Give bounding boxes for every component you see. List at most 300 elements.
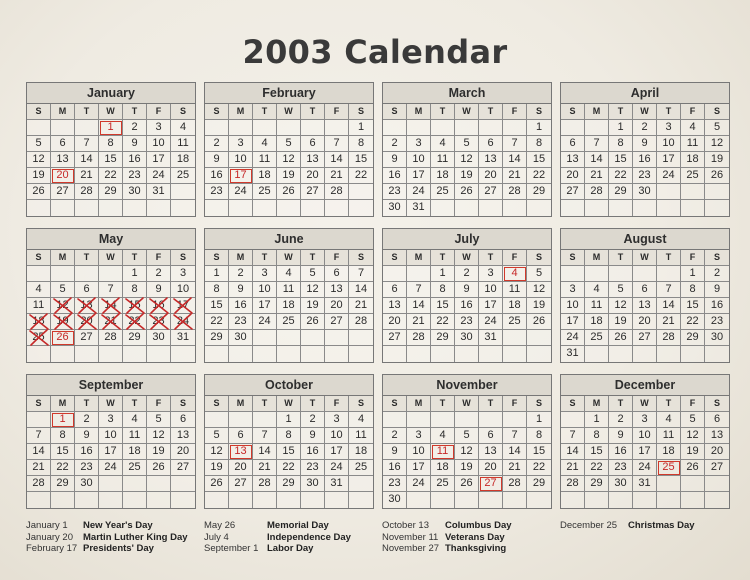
day-cell[interactable]: 28: [585, 184, 609, 200]
day-cell[interactable]: 21: [407, 314, 431, 330]
day-cell[interactable]: 13: [51, 152, 75, 168]
day-cell[interactable]: 2: [123, 120, 147, 136]
day-cell[interactable]: 24: [253, 314, 277, 330]
day-cell[interactable]: 14: [253, 444, 277, 460]
day-cell[interactable]: 24: [325, 460, 349, 476]
day-cell[interactable]: 8: [205, 282, 229, 298]
day-cell[interactable]: 7: [253, 428, 277, 444]
day-cell[interactable]: 9: [383, 444, 407, 460]
day-cell[interactable]: 4: [253, 136, 277, 152]
day-cell[interactable]: 17: [325, 444, 349, 460]
day-cell[interactable]: 18: [431, 460, 455, 476]
holiday-day-cell[interactable]: 26: [51, 330, 75, 346]
crossed-out-day-cell[interactable]: 17: [171, 298, 195, 314]
holiday-day-cell[interactable]: 4: [503, 266, 527, 282]
day-cell[interactable]: 12: [527, 282, 551, 298]
day-cell[interactable]: 1: [681, 266, 705, 282]
day-cell[interactable]: 9: [633, 136, 657, 152]
day-cell[interactable]: 30: [383, 492, 407, 508]
day-cell[interactable]: 15: [99, 152, 123, 168]
day-cell[interactable]: 21: [657, 314, 681, 330]
day-cell[interactable]: 8: [51, 428, 75, 444]
day-cell[interactable]: 13: [325, 282, 349, 298]
day-cell[interactable]: 26: [205, 476, 229, 492]
day-cell[interactable]: 10: [657, 136, 681, 152]
day-cell[interactable]: 17: [147, 152, 171, 168]
day-cell[interactable]: 1: [527, 120, 551, 136]
day-cell[interactable]: 8: [609, 136, 633, 152]
day-cell[interactable]: 21: [503, 460, 527, 476]
day-cell[interactable]: 15: [205, 298, 229, 314]
day-cell[interactable]: 7: [99, 282, 123, 298]
day-cell[interactable]: 30: [229, 330, 253, 346]
day-cell[interactable]: 9: [205, 152, 229, 168]
day-cell[interactable]: 21: [585, 168, 609, 184]
day-cell[interactable]: 13: [383, 298, 407, 314]
day-cell[interactable]: 9: [123, 136, 147, 152]
day-cell[interactable]: 4: [585, 282, 609, 298]
day-cell[interactable]: 30: [123, 184, 147, 200]
day-cell[interactable]: 13: [479, 444, 503, 460]
day-cell[interactable]: 27: [383, 330, 407, 346]
day-cell[interactable]: 9: [301, 428, 325, 444]
day-cell[interactable]: 25: [277, 314, 301, 330]
day-cell[interactable]: 25: [431, 184, 455, 200]
day-cell[interactable]: 5: [681, 412, 705, 428]
day-cell[interactable]: 26: [609, 330, 633, 346]
day-cell[interactable]: 28: [503, 184, 527, 200]
day-cell[interactable]: 29: [609, 184, 633, 200]
day-cell[interactable]: 27: [301, 184, 325, 200]
crossed-out-day-cell[interactable]: 15: [123, 298, 147, 314]
day-cell[interactable]: 28: [349, 314, 373, 330]
day-cell[interactable]: 2: [301, 412, 325, 428]
day-cell[interactable]: 8: [99, 136, 123, 152]
day-cell[interactable]: 23: [609, 460, 633, 476]
day-cell[interactable]: 27: [705, 460, 729, 476]
day-cell[interactable]: 23: [123, 168, 147, 184]
day-cell[interactable]: 22: [527, 460, 551, 476]
day-cell[interactable]: 22: [349, 168, 373, 184]
day-cell[interactable]: 15: [585, 444, 609, 460]
day-cell[interactable]: 21: [75, 168, 99, 184]
day-cell[interactable]: 3: [253, 266, 277, 282]
crossed-out-day-cell[interactable]: 13: [75, 298, 99, 314]
day-cell[interactable]: 8: [431, 282, 455, 298]
day-cell[interactable]: 18: [277, 298, 301, 314]
day-cell[interactable]: 6: [325, 266, 349, 282]
day-cell[interactable]: 25: [123, 460, 147, 476]
day-cell[interactable]: 2: [205, 136, 229, 152]
day-cell[interactable]: 4: [681, 120, 705, 136]
day-cell[interactable]: 29: [527, 184, 551, 200]
day-cell[interactable]: 23: [705, 314, 729, 330]
day-cell[interactable]: 9: [455, 282, 479, 298]
day-cell[interactable]: 3: [561, 282, 585, 298]
day-cell[interactable]: 10: [633, 428, 657, 444]
day-cell[interactable]: 25: [681, 168, 705, 184]
day-cell[interactable]: 11: [171, 136, 195, 152]
day-cell[interactable]: 25: [349, 460, 373, 476]
day-cell[interactable]: 17: [407, 168, 431, 184]
day-cell[interactable]: 4: [171, 120, 195, 136]
day-cell[interactable]: 11: [431, 152, 455, 168]
day-cell[interactable]: 5: [609, 282, 633, 298]
day-cell[interactable]: 8: [681, 282, 705, 298]
day-cell[interactable]: 13: [171, 428, 195, 444]
day-cell[interactable]: 25: [171, 168, 195, 184]
day-cell[interactable]: 26: [455, 184, 479, 200]
day-cell[interactable]: 23: [205, 184, 229, 200]
day-cell[interactable]: 19: [147, 444, 171, 460]
day-cell[interactable]: 25: [431, 476, 455, 492]
day-cell[interactable]: 19: [277, 168, 301, 184]
day-cell[interactable]: 28: [27, 476, 51, 492]
day-cell[interactable]: 19: [27, 168, 51, 184]
day-cell[interactable]: 28: [75, 184, 99, 200]
day-cell[interactable]: 7: [75, 136, 99, 152]
day-cell[interactable]: 24: [561, 330, 585, 346]
day-cell[interactable]: 1: [585, 412, 609, 428]
day-cell[interactable]: 16: [75, 444, 99, 460]
day-cell[interactable]: 21: [561, 460, 585, 476]
day-cell[interactable]: 23: [383, 184, 407, 200]
crossed-out-day-cell[interactable]: 18: [27, 314, 51, 330]
day-cell[interactable]: 2: [147, 266, 171, 282]
day-cell[interactable]: 30: [147, 330, 171, 346]
day-cell[interactable]: 7: [407, 282, 431, 298]
day-cell[interactable]: 2: [705, 266, 729, 282]
day-cell[interactable]: 18: [253, 168, 277, 184]
day-cell[interactable]: 11: [277, 282, 301, 298]
day-cell[interactable]: 4: [27, 282, 51, 298]
day-cell[interactable]: 19: [455, 168, 479, 184]
day-cell[interactable]: 15: [681, 298, 705, 314]
day-cell[interactable]: 16: [455, 298, 479, 314]
day-cell[interactable]: 15: [527, 152, 551, 168]
day-cell[interactable]: 30: [301, 476, 325, 492]
day-cell[interactable]: 5: [527, 266, 551, 282]
day-cell[interactable]: 3: [325, 412, 349, 428]
crossed-out-day-cell[interactable]: 24: [171, 314, 195, 330]
day-cell[interactable]: 15: [349, 152, 373, 168]
day-cell[interactable]: 10: [407, 444, 431, 460]
day-cell[interactable]: 22: [585, 460, 609, 476]
day-cell[interactable]: 10: [407, 152, 431, 168]
day-cell[interactable]: 21: [349, 298, 373, 314]
day-cell[interactable]: 27: [171, 460, 195, 476]
day-cell[interactable]: 13: [479, 152, 503, 168]
day-cell[interactable]: 26: [681, 460, 705, 476]
day-cell[interactable]: 10: [561, 298, 585, 314]
day-cell[interactable]: 17: [633, 444, 657, 460]
day-cell[interactable]: 19: [301, 298, 325, 314]
holiday-day-cell[interactable]: 11: [431, 444, 455, 460]
day-cell[interactable]: 20: [705, 444, 729, 460]
day-cell[interactable]: 3: [229, 136, 253, 152]
day-cell[interactable]: 10: [253, 282, 277, 298]
day-cell[interactable]: 9: [383, 152, 407, 168]
day-cell[interactable]: 21: [325, 168, 349, 184]
day-cell[interactable]: 13: [301, 152, 325, 168]
day-cell[interactable]: 10: [479, 282, 503, 298]
day-cell[interactable]: 1: [277, 412, 301, 428]
day-cell[interactable]: 19: [681, 444, 705, 460]
day-cell[interactable]: 16: [205, 168, 229, 184]
day-cell[interactable]: 24: [479, 314, 503, 330]
day-cell[interactable]: 3: [171, 266, 195, 282]
day-cell[interactable]: 12: [705, 136, 729, 152]
crossed-out-day-cell[interactable]: 16: [147, 298, 171, 314]
day-cell[interactable]: 29: [585, 476, 609, 492]
day-cell[interactable]: 24: [407, 184, 431, 200]
day-cell[interactable]: 27: [51, 184, 75, 200]
day-cell[interactable]: 23: [75, 460, 99, 476]
holiday-day-cell[interactable]: 20: [51, 168, 75, 184]
day-cell[interactable]: 7: [503, 428, 527, 444]
day-cell[interactable]: 24: [147, 168, 171, 184]
day-cell[interactable]: 6: [75, 282, 99, 298]
day-cell[interactable]: 22: [205, 314, 229, 330]
day-cell[interactable]: 30: [609, 476, 633, 492]
day-cell[interactable]: 20: [171, 444, 195, 460]
day-cell[interactable]: 20: [633, 314, 657, 330]
crossed-out-day-cell[interactable]: 23: [147, 314, 171, 330]
day-cell[interactable]: 5: [455, 428, 479, 444]
holiday-day-cell[interactable]: 25: [657, 460, 681, 476]
day-cell[interactable]: 22: [99, 168, 123, 184]
day-cell[interactable]: 2: [609, 412, 633, 428]
day-cell[interactable]: 9: [609, 428, 633, 444]
day-cell[interactable]: 5: [27, 136, 51, 152]
day-cell[interactable]: 20: [325, 298, 349, 314]
day-cell[interactable]: 14: [407, 298, 431, 314]
day-cell[interactable]: 15: [527, 444, 551, 460]
day-cell[interactable]: 29: [99, 184, 123, 200]
day-cell[interactable]: 9: [229, 282, 253, 298]
day-cell[interactable]: 14: [325, 152, 349, 168]
day-cell[interactable]: 18: [123, 444, 147, 460]
holiday-day-cell[interactable]: 13: [229, 444, 253, 460]
day-cell[interactable]: 27: [325, 314, 349, 330]
day-cell[interactable]: 21: [503, 168, 527, 184]
day-cell[interactable]: 4: [123, 412, 147, 428]
day-cell[interactable]: 14: [657, 298, 681, 314]
day-cell[interactable]: 30: [633, 184, 657, 200]
day-cell[interactable]: 16: [229, 298, 253, 314]
day-cell[interactable]: 3: [407, 136, 431, 152]
day-cell[interactable]: 26: [27, 184, 51, 200]
day-cell[interactable]: 29: [205, 330, 229, 346]
day-cell[interactable]: 29: [431, 330, 455, 346]
day-cell[interactable]: 7: [503, 136, 527, 152]
day-cell[interactable]: 9: [75, 428, 99, 444]
day-cell[interactable]: 31: [407, 200, 431, 216]
day-cell[interactable]: 27: [229, 476, 253, 492]
day-cell[interactable]: 9: [147, 282, 171, 298]
day-cell[interactable]: 8: [277, 428, 301, 444]
day-cell[interactable]: 18: [349, 444, 373, 460]
day-cell[interactable]: 6: [301, 136, 325, 152]
day-cell[interactable]: 24: [407, 476, 431, 492]
day-cell[interactable]: 28: [407, 330, 431, 346]
day-cell[interactable]: 11: [27, 298, 51, 314]
day-cell[interactable]: 28: [561, 476, 585, 492]
day-cell[interactable]: 20: [479, 168, 503, 184]
day-cell[interactable]: 2: [383, 136, 407, 152]
day-cell[interactable]: 13: [561, 152, 585, 168]
day-cell[interactable]: 7: [585, 136, 609, 152]
day-cell[interactable]: 16: [705, 298, 729, 314]
day-cell[interactable]: 8: [527, 136, 551, 152]
day-cell[interactable]: 27: [479, 184, 503, 200]
day-cell[interactable]: 6: [479, 136, 503, 152]
day-cell[interactable]: 6: [229, 428, 253, 444]
day-cell[interactable]: 5: [705, 120, 729, 136]
holiday-day-cell[interactable]: 27: [479, 476, 503, 492]
day-cell[interactable]: 14: [503, 152, 527, 168]
day-cell[interactable]: 25: [253, 184, 277, 200]
day-cell[interactable]: 4: [431, 428, 455, 444]
day-cell[interactable]: 17: [253, 298, 277, 314]
day-cell[interactable]: 16: [609, 444, 633, 460]
day-cell[interactable]: 19: [705, 152, 729, 168]
day-cell[interactable]: 12: [455, 444, 479, 460]
day-cell[interactable]: 22: [527, 168, 551, 184]
day-cell[interactable]: 28: [99, 330, 123, 346]
day-cell[interactable]: 11: [681, 136, 705, 152]
day-cell[interactable]: 14: [27, 444, 51, 460]
day-cell[interactable]: 29: [277, 476, 301, 492]
day-cell[interactable]: 27: [633, 330, 657, 346]
crossed-out-day-cell[interactable]: 12: [51, 298, 75, 314]
day-cell[interactable]: 24: [657, 168, 681, 184]
day-cell[interactable]: 18: [681, 152, 705, 168]
holiday-day-cell[interactable]: 17: [229, 168, 253, 184]
day-cell[interactable]: 12: [681, 428, 705, 444]
day-cell[interactable]: 22: [431, 314, 455, 330]
day-cell[interactable]: 7: [561, 428, 585, 444]
day-cell[interactable]: 25: [503, 314, 527, 330]
day-cell[interactable]: 16: [633, 152, 657, 168]
day-cell[interactable]: 12: [147, 428, 171, 444]
day-cell[interactable]: 1: [609, 120, 633, 136]
day-cell[interactable]: 30: [383, 200, 407, 216]
day-cell[interactable]: 17: [407, 460, 431, 476]
day-cell[interactable]: 18: [171, 152, 195, 168]
day-cell[interactable]: 31: [147, 184, 171, 200]
day-cell[interactable]: 16: [383, 168, 407, 184]
day-cell[interactable]: 30: [705, 330, 729, 346]
day-cell[interactable]: 12: [27, 152, 51, 168]
day-cell[interactable]: 4: [657, 412, 681, 428]
day-cell[interactable]: 12: [609, 298, 633, 314]
day-cell[interactable]: 6: [705, 412, 729, 428]
day-cell[interactable]: 8: [527, 428, 551, 444]
crossed-out-day-cell[interactable]: 21: [99, 314, 123, 330]
day-cell[interactable]: 9: [705, 282, 729, 298]
day-cell[interactable]: 10: [229, 152, 253, 168]
day-cell[interactable]: 29: [527, 476, 551, 492]
day-cell[interactable]: 15: [51, 444, 75, 460]
day-cell[interactable]: 26: [147, 460, 171, 476]
day-cell[interactable]: 27: [75, 330, 99, 346]
day-cell[interactable]: 10: [171, 282, 195, 298]
day-cell[interactable]: 23: [383, 476, 407, 492]
day-cell[interactable]: 15: [277, 444, 301, 460]
day-cell[interactable]: 4: [277, 266, 301, 282]
day-cell[interactable]: 23: [633, 168, 657, 184]
day-cell[interactable]: 8: [349, 136, 373, 152]
day-cell[interactable]: 19: [205, 460, 229, 476]
day-cell[interactable]: 24: [633, 460, 657, 476]
day-cell[interactable]: 22: [277, 460, 301, 476]
day-cell[interactable]: 28: [325, 184, 349, 200]
day-cell[interactable]: 4: [431, 136, 455, 152]
day-cell[interactable]: 22: [609, 168, 633, 184]
day-cell[interactable]: 25: [585, 330, 609, 346]
day-cell[interactable]: 14: [503, 444, 527, 460]
day-cell[interactable]: 10: [147, 136, 171, 152]
day-cell[interactable]: 14: [349, 282, 373, 298]
day-cell[interactable]: 2: [633, 120, 657, 136]
day-cell[interactable]: 5: [205, 428, 229, 444]
day-cell[interactable]: 1: [349, 120, 373, 136]
day-cell[interactable]: 17: [561, 314, 585, 330]
day-cell[interactable]: 14: [585, 152, 609, 168]
day-cell[interactable]: 13: [705, 428, 729, 444]
day-cell[interactable]: 23: [301, 460, 325, 476]
day-cell[interactable]: 6: [383, 282, 407, 298]
day-cell[interactable]: 2: [383, 428, 407, 444]
day-cell[interactable]: 8: [585, 428, 609, 444]
day-cell[interactable]: 15: [609, 152, 633, 168]
day-cell[interactable]: 14: [561, 444, 585, 460]
day-cell[interactable]: 7: [657, 282, 681, 298]
day-cell[interactable]: 24: [229, 184, 253, 200]
day-cell[interactable]: 3: [407, 428, 431, 444]
day-cell[interactable]: 11: [503, 282, 527, 298]
day-cell[interactable]: 8: [123, 282, 147, 298]
day-cell[interactable]: 7: [27, 428, 51, 444]
day-cell[interactable]: 31: [479, 330, 503, 346]
day-cell[interactable]: 1: [123, 266, 147, 282]
day-cell[interactable]: 30: [75, 476, 99, 492]
day-cell[interactable]: 22: [51, 460, 75, 476]
day-cell[interactable]: 20: [301, 168, 325, 184]
day-cell[interactable]: 22: [681, 314, 705, 330]
day-cell[interactable]: 2: [229, 266, 253, 282]
day-cell[interactable]: 19: [527, 298, 551, 314]
day-cell[interactable]: 11: [349, 428, 373, 444]
day-cell[interactable]: 6: [633, 282, 657, 298]
day-cell[interactable]: 30: [455, 330, 479, 346]
day-cell[interactable]: 5: [301, 266, 325, 282]
day-cell[interactable]: 18: [585, 314, 609, 330]
day-cell[interactable]: 19: [609, 314, 633, 330]
crossed-out-day-cell[interactable]: 22: [123, 314, 147, 330]
day-cell[interactable]: 16: [123, 152, 147, 168]
day-cell[interactable]: 18: [503, 298, 527, 314]
crossed-out-day-cell[interactable]: 25: [27, 330, 51, 346]
day-cell[interactable]: 29: [681, 330, 705, 346]
day-cell[interactable]: 29: [123, 330, 147, 346]
day-cell[interactable]: 4: [349, 412, 373, 428]
day-cell[interactable]: 19: [455, 460, 479, 476]
day-cell[interactable]: 20: [383, 314, 407, 330]
day-cell[interactable]: 3: [479, 266, 503, 282]
crossed-out-day-cell[interactable]: 19: [51, 314, 75, 330]
